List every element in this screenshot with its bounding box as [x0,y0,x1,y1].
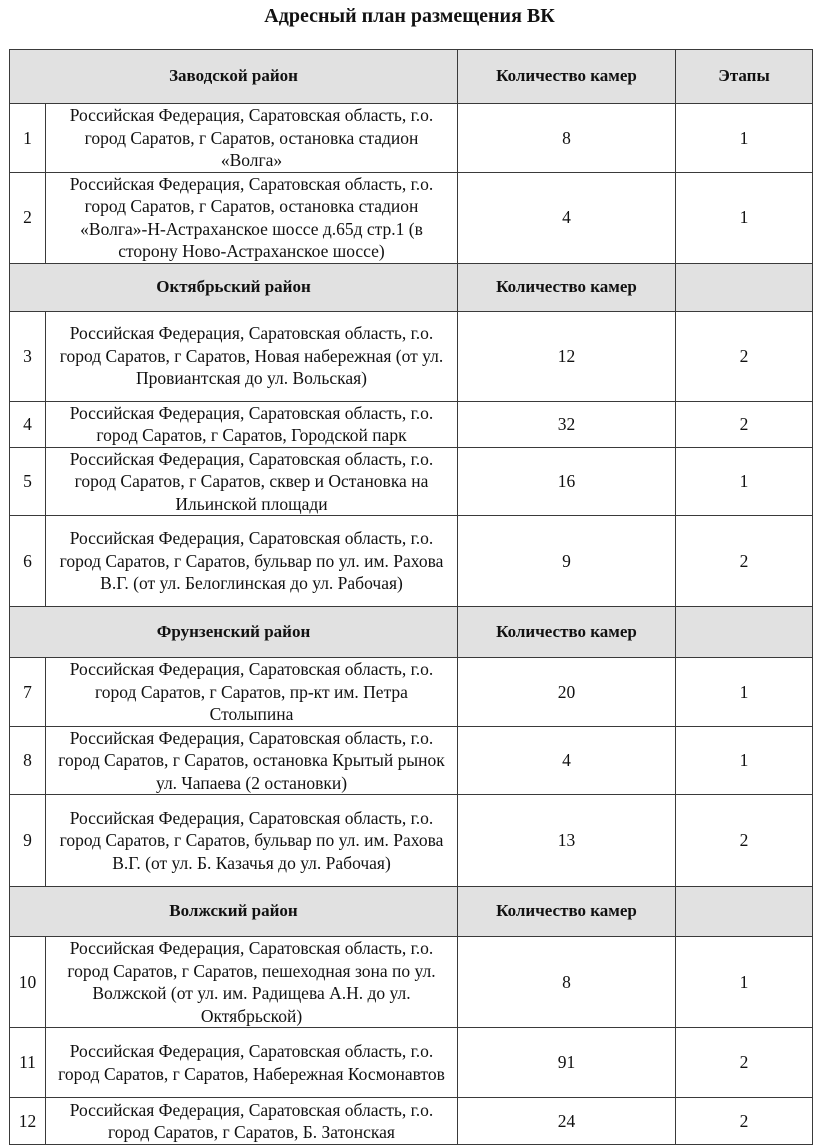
row-stage: 2 [676,1028,813,1098]
row-stage: 1 [676,658,813,727]
section-header-oktyabrskiy [10,263,813,311]
row-cameras: 8 [458,104,676,173]
row-address: Российская Федерация, Саратовская область, г.о. город Саратов, г Саратов, пр-кт им. Петра Столыпина [46,658,458,727]
row-stage: 1 [676,937,813,1028]
table-row [10,516,813,607]
section-header-zavodskoy [10,50,813,104]
row-number: 5 [10,447,46,516]
row-cameras: 32 [458,401,676,447]
row-number: 3 [10,311,46,401]
cameras-column-header: Количество камер [458,263,676,311]
row-number: 7 [10,658,46,727]
row-stage: 1 [676,104,813,173]
row-number: 2 [10,172,46,263]
table-row [10,401,813,447]
row-address: Российская Федерация, Саратовская область, г.о. город Саратов, г Саратов, Новая набережная (от ул. Провиантская до ул. Вольская) [46,311,458,401]
district-header: Октябрьский район [10,263,458,311]
table-row [10,172,813,263]
table-row [10,447,813,516]
row-stage: 1 [676,726,813,795]
row-cameras: 91 [458,1028,676,1098]
row-address: Российская Федерация, Саратовская область, г.о. город Саратов, г Саратов, Городской парк [46,401,458,447]
row-stage: 2 [676,516,813,607]
row-address: Российская Федерация, Саратовская область, г.о. город Саратов, г Саратов, остановка стадион «Волга» [46,104,458,173]
row-stage: 1 [676,172,813,263]
section-header-frunzenskiy [10,607,813,658]
row-address: Российская Федерация, Саратовская область, г.о. город Саратов, г Саратов, бульвар по ул. им. Рахова В.Г. (от ул. Б. Казачья до ул. Рабочая) [46,795,458,887]
table-row [10,311,813,401]
row-cameras: 16 [458,447,676,516]
row-cameras: 13 [458,795,676,887]
district-header: Заводской район [10,50,458,104]
row-number: 11 [10,1028,46,1098]
table-row [10,937,813,1028]
table-row [10,658,813,727]
row-number: 12 [10,1098,46,1145]
table-row [10,104,813,173]
row-number: 4 [10,401,46,447]
row-cameras: 8 [458,937,676,1028]
cameras-column-header: Количество камер [458,607,676,658]
row-address: Российская Федерация, Саратовская область, г.о. город Саратов, г Саратов, Набережная Космонавтов [46,1028,458,1098]
row-stage: 2 [676,311,813,401]
row-cameras: 4 [458,726,676,795]
row-address: Российская Федерация, Саратовская область, г.о. город Саратов, г Саратов, пешеходная зона по ул. Волжской (от ул. им. Радищева А.Н. до ул. Октябрьской) [46,937,458,1028]
table-row [10,726,813,795]
placement-table [9,49,813,1145]
cameras-column-header: Количество камер [458,887,676,937]
stages-column-header [676,607,813,658]
row-cameras: 20 [458,658,676,727]
stages-column-header [676,887,813,937]
row-number: 9 [10,795,46,887]
row-stage: 2 [676,1098,813,1145]
row-address: Российская Федерация, Саратовская область, г.о. город Саратов, г Саратов, Б. Затонская [46,1098,458,1145]
row-cameras: 12 [458,311,676,401]
row-cameras: 4 [458,172,676,263]
row-number: 10 [10,937,46,1028]
table-row [10,795,813,887]
row-stage: 1 [676,447,813,516]
row-number: 8 [10,726,46,795]
document-title: Адресный план размещения ВК [264,5,555,27]
table-row [10,1098,813,1145]
row-stage: 2 [676,401,813,447]
district-header: Волжский район [10,887,458,937]
stages-column-header: Этапы [676,50,813,104]
row-number: 1 [10,104,46,173]
table-row [10,1028,813,1098]
row-number: 6 [10,516,46,607]
stages-column-header [676,263,813,311]
row-address: Российская Федерация, Саратовская область, г.о. город Саратов, г Саратов, остановка Крытый рынок ул. Чапаева (2 остановки) [46,726,458,795]
row-cameras: 9 [458,516,676,607]
section-header-volzhskiy [10,887,813,937]
row-address: Российская Федерация, Саратовская область, г.о. город Саратов, г Саратов, сквер и Остановка на Ильинской площади [46,447,458,516]
cameras-column-header: Количество камер [458,50,676,104]
row-address: Российская Федерация, Саратовская область, г.о. город Саратов, г Саратов, остановка стадион «Волга»-Н-Астраханское шоссе д.65д стр.1 (в сторону Ново-Астраханское шоссе) [46,172,458,263]
district-header: Фрунзенский район [10,607,458,658]
row-address: Российская Федерация, Саратовская область, г.о. город Саратов, г Саратов, бульвар по ул. им. Рахова В.Г. (от ул. Белоглинская до ул. Рабочая) [46,516,458,607]
row-cameras: 24 [458,1098,676,1145]
row-stage: 2 [676,795,813,887]
